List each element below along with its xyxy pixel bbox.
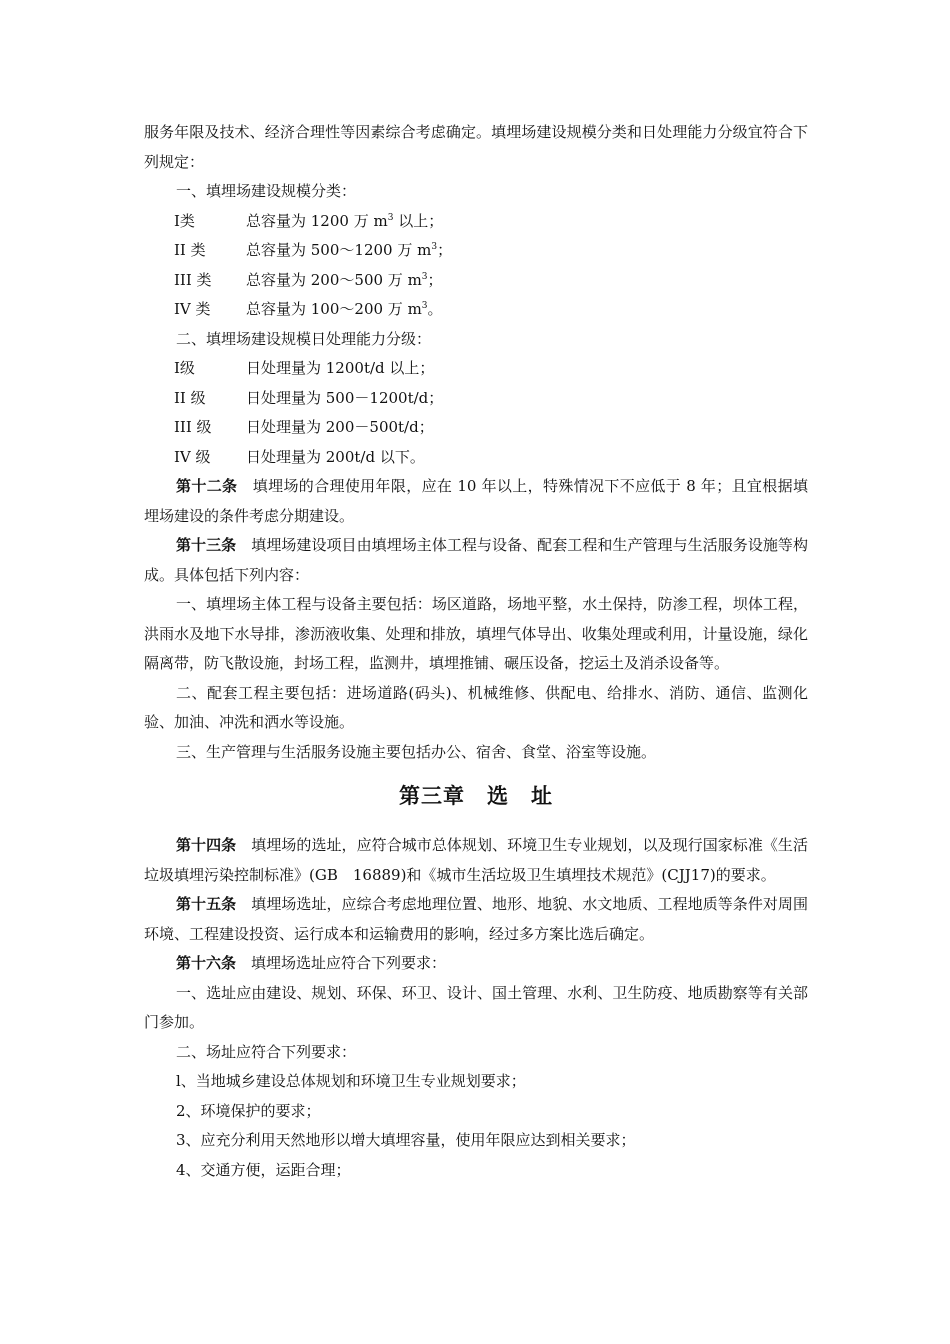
capacity-row xyxy=(144,384,808,414)
article-16-sub-1: l、当地城乡建设总体规划和环境卫生专业规划要求； xyxy=(176,1072,526,1090)
scale-tail: 。 xyxy=(427,300,443,318)
article-13-text: 填埋场建设项目由填埋场主体工程与设备、配套工程和生产管理与生活服务设施等构成。具体包括下列内容： xyxy=(144,536,808,584)
article-14-text: 填埋场的选址，应符合城市总体规划、环境卫生专业规划，以及现行国家标准《生活垃圾填埋污染控制标准》(GB 16889)和《城市生活垃圾卫生填埋技术规范》(CJJ17)的要求。 xyxy=(144,836,808,884)
scale-row xyxy=(144,236,808,266)
capacity-label: IV 级 xyxy=(174,447,211,466)
capacity-heading: 二、填埋场建设规模日处理能力分级： xyxy=(176,329,432,348)
capacity-text: 日处理量为 200－500t/d； xyxy=(246,418,434,436)
article-13-item-3: 三、生产管理与生活服务设施主要包括办公、宿舍、食堂、浴室等设施。 xyxy=(176,742,657,761)
scale-label: IV 类 xyxy=(174,300,211,318)
capacity-label: II 级 xyxy=(174,388,206,407)
capacity-row xyxy=(144,443,808,473)
article-13-item-1: 一、填埋场主体工程与设备主要包括：场区道路，场地平整，水土保持，防渗工程，坝体工程，洪雨水及地下水导排，渗沥液收集、处理和排放，填埋气体导出、收集处理或利用，计量设施，绿化隔离带，防飞散设施，封场工程，监测井，填埋推铺、碾压设备，挖运土及消杀设备等。 xyxy=(144,595,808,672)
scale-heading: 一、填埋场建设规模分类： xyxy=(176,182,357,200)
article-14 xyxy=(144,831,808,890)
capacity-label: Ⅰ级 xyxy=(174,359,195,377)
article-16-text: 填埋场选址应符合下列要求： xyxy=(251,954,447,972)
scale-tail: ； xyxy=(437,241,453,259)
superscript: 3 xyxy=(421,271,428,282)
article-15-text: 填埋场选址，应综合考虑地理位置、地形、地貌、水文地质、工程地质等条件对周围环境、工程建设投资、运行成本和运输费用的影响，经过多方案比选后确定。 xyxy=(144,895,808,943)
article-13-item-2: 二、配套工程主要包括：进场道路(码头)、机械维修、供配电、给排水、消防、通信、监测化验、加油、冲洗和洒水等设施。 xyxy=(144,683,808,731)
chapter-title: 第三章 选 址 xyxy=(399,783,553,808)
capacity-text: 日处理量为 500－1200t/d； xyxy=(246,388,444,407)
superscript: 3 xyxy=(431,242,438,252)
capacity-row xyxy=(144,413,808,443)
scale-tail: ； xyxy=(427,270,443,289)
capacity-text: 日处理量为 1200t/d 以上； xyxy=(246,359,435,377)
scale-label: II 类 xyxy=(174,241,206,259)
article-16-item-1: 一、选址应由建设、规划、环保、环卫、设计、国土管理、水利、卫生防疫、地质勘察等有关部门参加。 xyxy=(144,983,808,1031)
scale-row xyxy=(144,266,808,296)
scale-text: 总容量为 500～1200 万 m xyxy=(246,241,432,259)
article-16-sub-2: 2、环境保护的要求； xyxy=(176,1101,321,1120)
scale-tail: 以上； xyxy=(393,211,444,230)
scale-label: Ⅰ类 xyxy=(174,211,195,230)
article-16-item-2: 二、场址应符合下列要求： xyxy=(176,1042,357,1061)
scale-row xyxy=(144,207,808,237)
article-16-title: 第十六条 xyxy=(176,954,237,972)
article-14-title: 第十四条 xyxy=(176,836,237,854)
document-body xyxy=(144,118,808,1185)
scale-text: 总容量为 1200 万 m xyxy=(246,211,388,230)
capacity-text: 日处理量为 200t/d 以下。 xyxy=(246,447,425,466)
capacity-label: III 级 xyxy=(174,418,212,436)
scale-list xyxy=(144,207,808,325)
superscript: 3 xyxy=(421,301,428,311)
scale-row xyxy=(144,295,808,325)
article-15-title: 第十五条 xyxy=(176,895,237,913)
article-16-sub-3: 3、应充分利用天然地形以增大填埋容量，使用年限应达到相关要求； xyxy=(176,1131,636,1149)
capacity-row xyxy=(144,354,808,384)
article-13-title: 第十三条 xyxy=(176,536,237,554)
scale-label: III 类 xyxy=(174,270,212,289)
article-13 xyxy=(144,531,808,590)
article-12-title: 第十二条 xyxy=(176,477,238,495)
article-12-text: 填埋场的合理使用年限，应在 10 年以上，特殊情况下不应低于 8 年；且宜根据填埋场建设的条件考虑分期建设。 xyxy=(144,477,808,525)
intro-paragraph: 服务年限及技术、经济合理性等因素综合考虑确定。填埋场建设规模分类和日处理能力分级宜符合下列规定： xyxy=(144,123,808,171)
scale-text: 总容量为 100～200 万 m xyxy=(246,300,422,318)
article-16 xyxy=(144,949,808,979)
article-15 xyxy=(144,890,808,949)
capacity-list xyxy=(144,354,808,472)
article-16-sub-4: 4、交通方便，运距合理； xyxy=(176,1160,351,1179)
article-12 xyxy=(144,472,808,531)
superscript: 3 xyxy=(387,212,394,223)
scale-text: 总容量为 200～500 万 m xyxy=(246,270,422,289)
